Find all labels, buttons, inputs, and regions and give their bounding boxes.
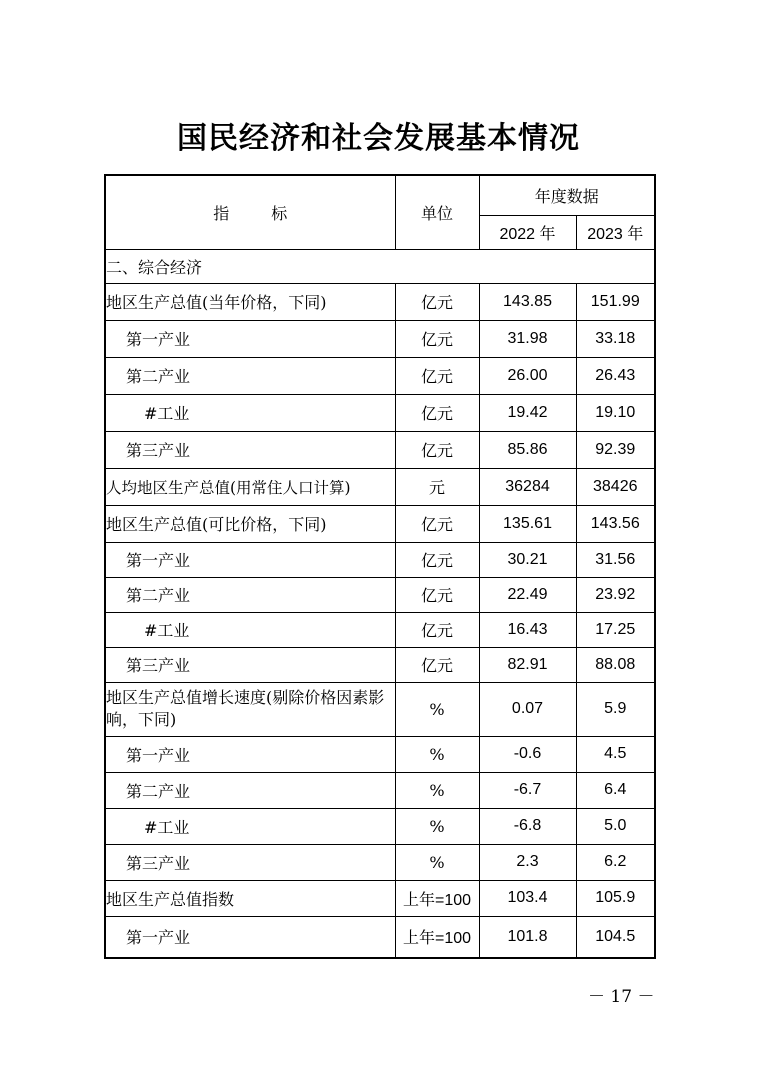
page-title: 国民经济和社会发展基本情况 <box>177 121 580 156</box>
table-row: 第三产业 亿元 85.86 92.39 <box>105 431 655 468</box>
table-row: #工业 亿元 19.42 19.10 <box>105 394 655 431</box>
indicator-header: 指 标 <box>105 175 395 249</box>
table-row: 第二产业 % -6.7 6.4 <box>105 772 655 808</box>
table-row: 第一产业 亿元 31.98 33.18 <box>105 320 655 357</box>
page-number: － 17 － <box>588 987 655 1007</box>
table-row: #工业 % -6.8 5.0 <box>105 808 655 844</box>
table-row: 第二产业 亿元 26.00 26.43 <box>105 357 655 394</box>
year-2023-header: 2023 年 <box>576 215 655 249</box>
table-row: 第三产业 亿元 82.91 88.08 <box>105 647 655 682</box>
table-row: 第二产业 亿元 22.49 23.92 <box>105 577 655 612</box>
table-row: 第一产业 亿元 30.21 31.56 <box>105 542 655 577</box>
table-row: 第三产业 % 2.3 6.2 <box>105 844 655 880</box>
table-row: 第一产业 上年=100 101.8 104.5 <box>105 916 655 958</box>
table-row: 地区生产总值指数 上年=100 103.4 105.9 <box>105 880 655 916</box>
year-2022-header: 2022 年 <box>479 215 576 249</box>
table-row: 第一产业 % -0.6 4.5 <box>105 736 655 772</box>
table-row: 地区生产总值增长速度(剔除价格因素影响，下同) % 0.07 5.9 <box>105 682 655 736</box>
table-row: 地区生产总值(可比价格，下同) 亿元 135.61 143.56 <box>105 505 655 542</box>
unit-header: 单位 <box>395 175 479 249</box>
table-row: #工业 亿元 16.43 17.25 <box>105 612 655 647</box>
statistics-table <box>104 174 656 959</box>
table-row: 人均地区生产总值(用常住人口计算) 元 36284 38426 <box>105 468 655 505</box>
annual-data-header: 年度数据 <box>479 175 655 215</box>
section-heading: 二、综合经济 <box>105 249 655 283</box>
table-row: 地区生产总值(当年价格，下同) 亿元 143.85 151.99 <box>105 283 655 320</box>
